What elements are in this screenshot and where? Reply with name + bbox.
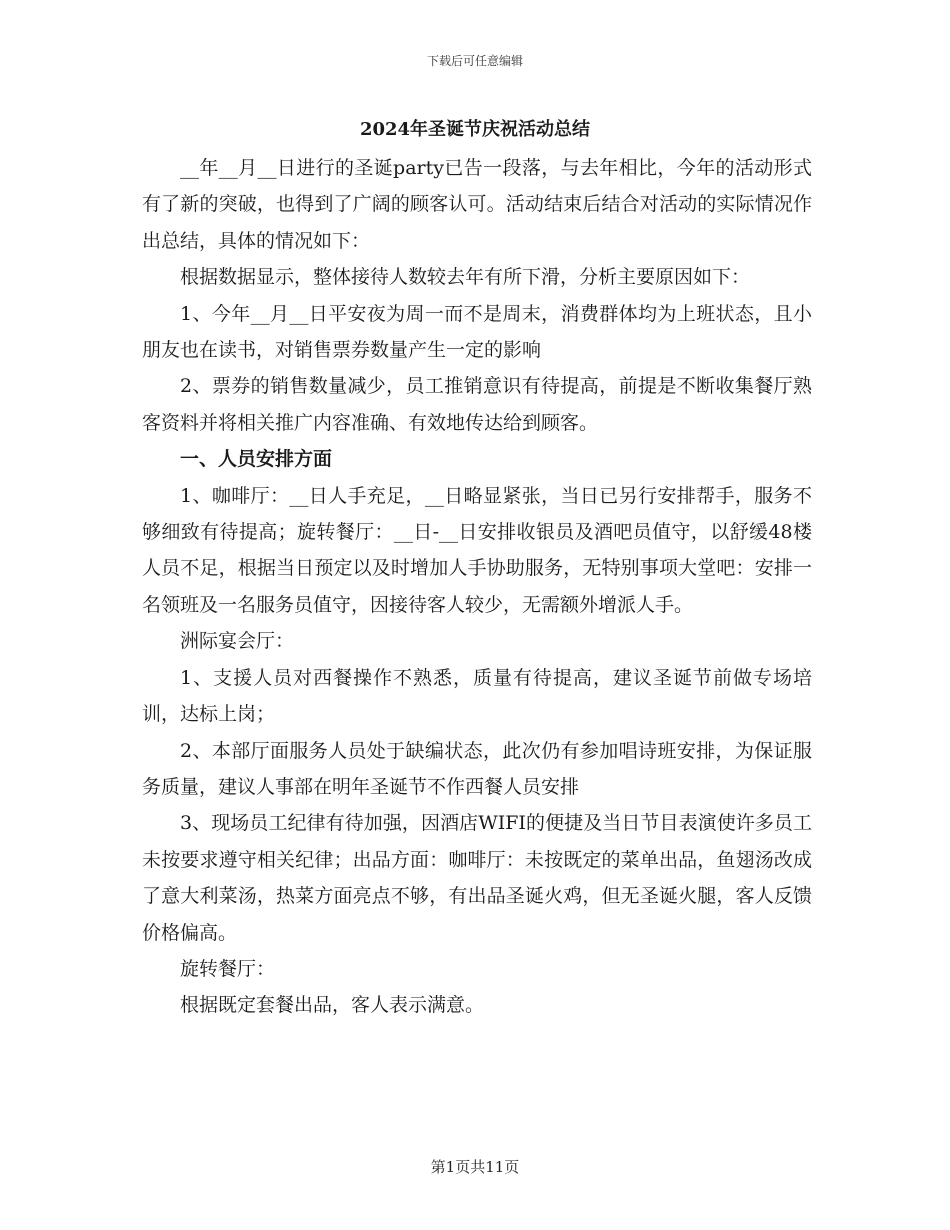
- paragraph-ballroom-label: 洲际宴会厅：: [180, 630, 295, 653]
- section-heading-staffing: 一、人员安排方面: [180, 448, 333, 471]
- document-body: [142, 150, 812, 1024]
- paragraph-revolving-label: 旋转餐厅：: [180, 957, 276, 980]
- document-title: 2024年圣诞节庆祝活动总结: [359, 119, 591, 140]
- paragraph-intro: __年__月__日进行的圣诞party已告一段落，与去年相比，今年的活动形式有了新的突破，也得到了广阔的顾客认可。活动结束后结合对活动的实际情况作出总结，具体的情况如下：: [142, 157, 812, 252]
- paragraph-data-analysis: 根据数据显示，整体接待人数较去年有所下滑，分析主要原因如下：: [180, 266, 751, 289]
- page-footer: 第1页共11页: [430, 1158, 520, 1176]
- paragraph-ballroom-2: 2、本部厅面服务人员处于缺编状态，此次仍有参加唱诗班安排，为保证服务质量，建议人事部在明年圣诞节不作西餐人员安排: [142, 739, 812, 798]
- paragraph-ballroom-1: 1、支援人员对西餐操作不熟悉，质量有待提高，建议圣诞节前做专场培训，达标上岗；: [142, 666, 812, 726]
- paragraph-revolving-menu: 根据既定套餐出品，客人表示满意。: [180, 994, 485, 1017]
- header-note: 下载后可任意编辑: [426, 54, 523, 68]
- paragraph-ballroom-3: 3、现场员工纪律有待加强，因酒店WIFI的便捷及当日节目表演使许多员工未按要求遵守相关纪律；出品方面：咖啡厅：未按既定的菜单出品，鱼翅汤改成了意大利菜汤，热菜方面亮点不够，有出品圣诞火鸡，但无圣诞火腿，客人反馈价格偏高。: [142, 812, 812, 944]
- paragraph-reason-2: 2、票券的销售数量减少，员工推销意识有待提高，前提是不断收集餐厅熟客资料并将相关推广内容准确、有效地传达给到顾客。: [142, 375, 812, 434]
- paragraph-reason-1: 1、今年__月__日平安夜为周一而不是周末，消费群体均为上班状态，且小朋友也在读书，对销售票券数量产生一定的影响: [142, 302, 812, 362]
- paragraph-cafe-staffing: 1、咖啡厅：__日人手充足，__日略显紧张，当日已另行安排帮手，服务不够细致有待提高；旋转餐厅：__日-__日安排收银员及酒吧员值守，以舒缓48楼人员不足，根据当日预定以及时增加人手协助服务，无特别事项大堂吧：安排一名领班及一名服务员值守，因接待客人较少，无需额外增派人手。: [142, 484, 812, 616]
